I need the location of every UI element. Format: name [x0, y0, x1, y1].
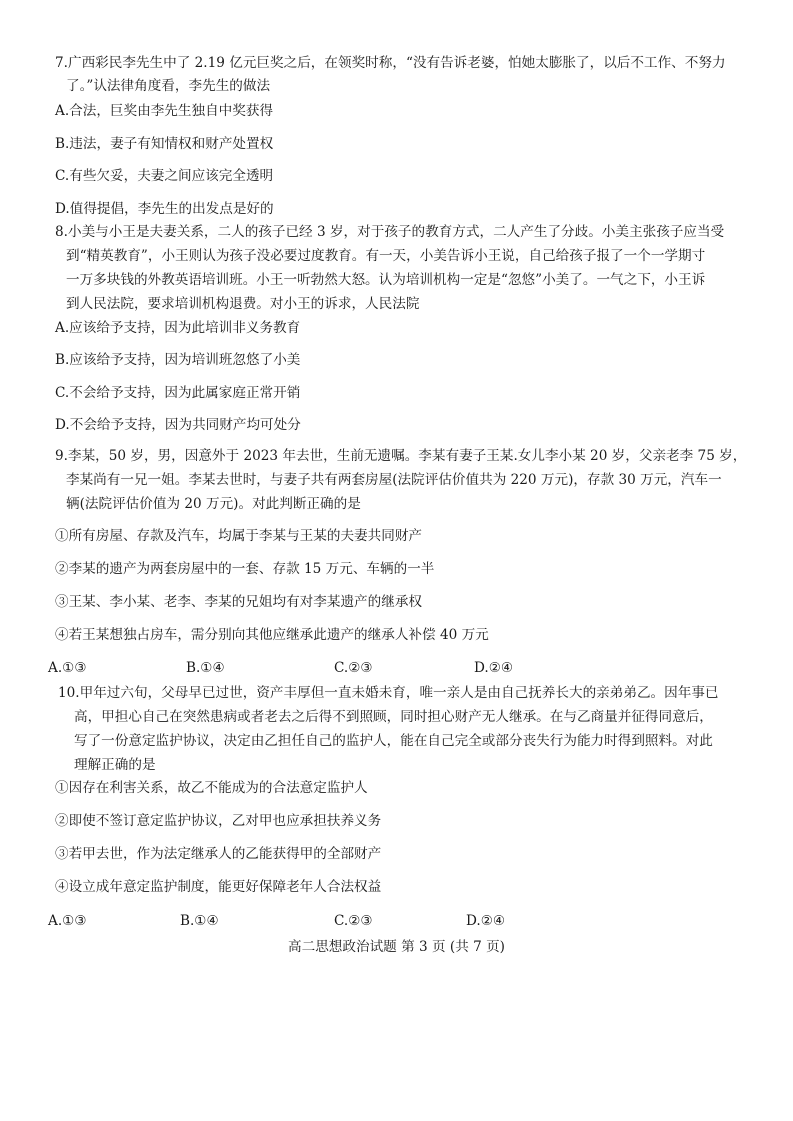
q8-option-b: B.应该给予支持，因为培训班忽悠了小美 — [55, 352, 301, 368]
q10-stem-line-3: 写了一份意定监护协议，决定由乙担任自己的监护人，能在自己完全或部分丧失行为能力时得到照料。对此 — [74, 733, 713, 749]
q8-option-a: A.应该给予支持，因为此培训非义务教育 — [55, 320, 301, 336]
q9-stem-line-3: 辆(法院评估价值为 20 万元)。对此判断正确的是 — [66, 496, 361, 512]
q8-stem-line-3: 一万多块钱的外教英语培训班。小王一听勃然大怒。认为培训机构一定是“忽悠”小美了。一气之下，小王诉 — [66, 272, 706, 288]
q10-answer-c: C.②③ — [334, 913, 373, 929]
page-footer: 高二思想政治试题 第 3 页 (共 7 页) — [288, 939, 505, 955]
q9-statement-3: ③王某、李小某、老李、李某的兄姐均有对李某遗产的继承权 — [55, 594, 423, 610]
q9-stem-line-2: 李某尚有一兄一姐。李某去世时，与妻子共有两套房屋(法院评估价值共为 220 万元)，存款 30 万元，汽车一 — [66, 472, 722, 488]
q10-stem-line-4: 理解正确的是 — [74, 757, 156, 773]
q10-stem-line-1: 10.甲年过六旬，父母早已过世，资产丰厚但一直未婚未育，唯一亲人是由自己抚养长大的亲弟弟乙。因年事已 — [58, 685, 719, 701]
q10-statement-2: ②即使不签订意定监护协议，乙对甲也应承担扶养义务 — [55, 813, 382, 829]
q9-answer-c: C.②③ — [334, 660, 373, 676]
q10-answer-b: B.①④ — [180, 913, 219, 929]
q9-statement-4: ④若王某想独占房车，需分别向其他应继承此遗产的继承人补偿 40 万元 — [55, 627, 489, 643]
q10-statement-1: ①因存在利害关系，故乙不能成为的合法意定监护人 — [55, 780, 368, 796]
q7-option-a: A.合法，巨奖由李先生独自中奖获得 — [55, 103, 274, 119]
q7-option-d: D.值得提倡，李先生的出发点是好的 — [55, 201, 274, 217]
q10-statement-4: ④设立成年意定监护制度，能更好保障老年人合法权益 — [55, 879, 382, 895]
q9-statement-2: ②李某的遗产为两套房屋中的一套、存款 15 万元、车辆的一半 — [55, 561, 435, 577]
q10-statement-3: ③若甲去世，作为法定继承人的乙能获得甲的全部财产 — [55, 846, 382, 862]
q8-stem-line-1: 8.小美与小王是夫妻关系，二人的孩子已经 3 岁，对于孩子的教育方式，二人产生了分歧。小美主张孩子应当受 — [55, 224, 725, 240]
q8-stem-line-2: 到“精英教育”，小王则认为孩子没必要过度教育。有一天，小美告诉小王说，自己给孩子报了一个一学期寸 — [66, 248, 706, 264]
q9-answer-row — [48, 658, 568, 678]
q10-stem-line-2: 高，甲担心自己在突然患病或者老去之后得不到照顾，同时担心财产无人继承。在与乙商量并征得同意后， — [74, 709, 713, 725]
q8-option-d: D.不会给予支持，因为共同财产均可处分 — [55, 417, 301, 433]
q7-option-c: C.有些欠妥，夫妻之间应该完全透明 — [55, 168, 274, 184]
q9-answer-b: B.①④ — [186, 660, 225, 676]
q7-option-b: B.违法，妻子有知情权和财产处置权 — [55, 136, 274, 152]
q9-stem-line-1: 9.李某，50 岁，男，因意外于 2023 年去世，生前无遗嘱。李某有妻子王某.女儿李小某 20 岁，父亲老李 75 岁， — [55, 448, 747, 464]
q8-stem-line-4: 到人民法院，要求培训机构退费。对小王的诉求，人民法院 — [66, 296, 420, 312]
q9-answer-d: D.②④ — [474, 660, 514, 676]
q10-answer-a: A.①③ — [48, 913, 87, 929]
q8-option-c: C.不会给予支持，因为此属家庭正常开销 — [55, 385, 301, 401]
q10-answer-row — [48, 911, 568, 931]
q10-answer-d: D.②④ — [466, 913, 506, 929]
q9-answer-a: A.①③ — [48, 660, 87, 676]
q9-statement-1: ①所有房屋、存款及汽车，均属于李某与王某的夫妻共同财产 — [55, 528, 423, 544]
q7-stem-line-1: 7.广西彩民李先生中了 2.19 亿元巨奖之后，在领奖时称，“没有告诉老婆，怕她太膨胀了，以后不工作、不努力 — [55, 55, 726, 71]
q7-stem-line-2: 了。”认法律角度看，李先生的做法 — [66, 78, 271, 94]
